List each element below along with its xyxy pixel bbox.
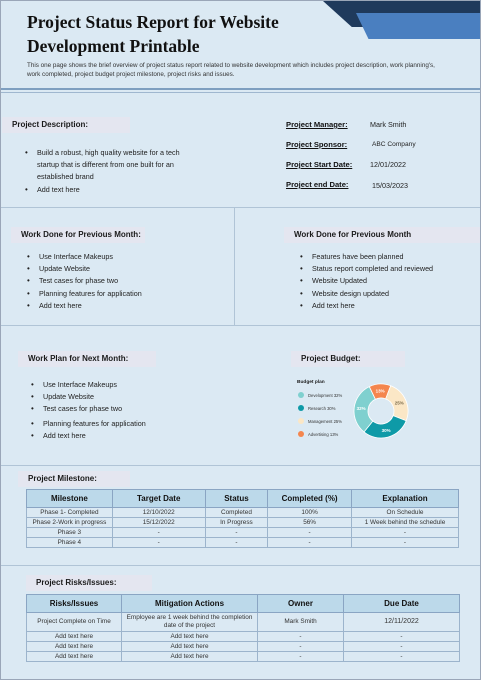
header-decoration-light <box>356 13 481 39</box>
project-manager-label: Project Manager: <box>286 120 348 129</box>
project-description-heading: Project Description: <box>2 117 130 133</box>
legend-label-advertising: Advertising 13% <box>308 432 339 437</box>
legend-label-development: Development 32% <box>308 393 343 398</box>
list-item: • Test cases for phase two <box>29 403 219 415</box>
list-item: • Status report completed and reviewed <box>298 263 478 275</box>
table-cell: - <box>112 528 205 538</box>
table-cell: - <box>258 642 344 652</box>
list-item: • Use Interface Makeups <box>25 251 215 263</box>
table-cell: 1 Week behind the schedule <box>351 518 458 528</box>
donut-label-development: 32% <box>356 406 366 412</box>
table-cell: - <box>344 652 460 662</box>
column-header: Due Date <box>344 595 460 613</box>
list-item: • Website Updated <box>298 275 478 287</box>
column-header: Owner <box>258 595 344 613</box>
list-item: • Features have been planned <box>298 251 478 263</box>
table-cell: Add text here <box>27 632 122 642</box>
legend-swatch-management <box>298 418 304 424</box>
project-milestone-heading: Project Milestone: <box>18 471 130 487</box>
table-header-row <box>27 490 459 508</box>
column-header: Target Date <box>112 490 205 508</box>
page-description: This one page shows the brief overview of project status report related to website development which includes project description, work planning's, work completed, project budget project milestone, project risks and issues. <box>27 62 435 78</box>
work-done-right-list <box>298 251 478 312</box>
table-cell: - <box>205 538 268 548</box>
table-cell: Mark Smith <box>258 613 344 632</box>
table-cell: - <box>205 528 268 538</box>
project-start-date-label: Project Start Date: <box>286 160 353 169</box>
table-cell: 56% <box>268 518 352 528</box>
table-cell: 12/11/2022 <box>344 613 460 632</box>
table-cell: - <box>112 538 205 548</box>
legend-swatch-development <box>298 392 304 398</box>
column-header: Completed (%) <box>268 490 352 508</box>
table-cell: - <box>268 538 352 548</box>
table-cell: Phase 2-Work in progress <box>27 518 113 528</box>
list-item: • Use Interface Makeups <box>29 379 219 391</box>
project-end-date-label: Project end Date: <box>286 180 349 189</box>
page-title: Project Status Report for Website Development Printable <box>27 12 279 56</box>
milestone-table <box>26 489 459 548</box>
section-divider <box>1 465 480 466</box>
column-header: Milestone <box>27 490 113 508</box>
budget-chart <box>291 375 471 445</box>
donut-label-advertising: 13% <box>375 388 385 394</box>
table-cell: In Progress <box>205 518 268 528</box>
table-cell: 12/10/2022 <box>112 508 205 518</box>
list-item: • Add text here <box>298 300 478 312</box>
budget-chart-title: Budget plan <box>297 380 325 385</box>
table-row <box>27 642 460 652</box>
list-item: • Update Website <box>25 263 215 275</box>
table-cell: On Schedule <box>351 508 458 518</box>
section-divider <box>1 207 480 208</box>
work-done-left-list <box>25 251 215 312</box>
project-risks-heading: Project Risks/Issues: <box>26 575 152 591</box>
section-divider <box>1 565 480 566</box>
list-item: • Website design updated <box>298 288 478 300</box>
table-row <box>27 538 459 548</box>
table-cell: - <box>344 632 460 642</box>
work-done-right-heading: Work Done for Previous Month <box>284 227 481 243</box>
table-row <box>27 613 460 632</box>
legend-label-management: Management 25% <box>308 419 342 424</box>
table-cell: Add text here <box>122 642 258 652</box>
legend-label-research: Research 30% <box>308 406 336 411</box>
list-item: • Build a robust, high quality website for a tech startup that is different from one built for an established brand <box>23 147 203 184</box>
table-cell: Project Complete on Time <box>27 613 122 632</box>
legend-swatch-research <box>298 405 304 411</box>
list-item: • Update Website <box>29 391 219 403</box>
table-cell: - <box>268 528 352 538</box>
budget-donut-chart <box>346 376 416 446</box>
column-header: Status <box>205 490 268 508</box>
table-row <box>27 652 460 662</box>
project-description-list <box>23 147 203 196</box>
table-row <box>27 508 459 518</box>
column-header: Risks/Issues <box>27 595 122 613</box>
project-sponsor-label: Project Sponsor: <box>286 140 348 149</box>
list-item: • Planning features for application <box>25 288 215 300</box>
table-cell: 15/12/2022 <box>112 518 205 528</box>
table-cell: Phase 4 <box>27 538 113 548</box>
table-cell: Add text here <box>27 642 122 652</box>
table-cell: Add text here <box>122 652 258 662</box>
section-divider <box>1 325 480 326</box>
project-budget-heading: Project Budget: <box>291 351 405 367</box>
table-cell: Phase 1- Completed <box>27 508 113 518</box>
list-item: • Test cases for phase two <box>25 275 215 287</box>
table-cell: 100% <box>268 508 352 518</box>
list-item: • Add text here <box>25 300 215 312</box>
table-cell: - <box>351 538 458 548</box>
table-cell: - <box>258 632 344 642</box>
list-item: • Planning features for application <box>29 418 219 430</box>
table-row <box>27 518 459 528</box>
legend-swatch-advertising <box>298 431 304 437</box>
risks-table <box>26 594 460 662</box>
project-sponsor-value: ABC Company <box>372 141 416 148</box>
table-cell: Add text here <box>27 652 122 662</box>
donut-label-management: 25% <box>394 400 404 406</box>
table-cell: Employee are 1 week behind the completion date of the project <box>122 613 258 632</box>
column-header: Explanation <box>351 490 458 508</box>
table-cell: - <box>344 642 460 652</box>
column-header: Mitigation Actions <box>122 595 258 613</box>
project-manager-value: Mark Smith <box>370 120 407 129</box>
table-cell: Phase 3 <box>27 528 113 538</box>
table-cell: Add text here <box>122 632 258 642</box>
table-cell: - <box>351 528 458 538</box>
donut-label-research: 30% <box>381 427 391 433</box>
project-start-date-value: 12/01/2022 <box>370 160 406 169</box>
header-divider-thin <box>1 92 480 93</box>
table-row <box>27 632 460 642</box>
table-cell: - <box>258 652 344 662</box>
work-done-left-heading: Work Done for Previous Month: <box>11 227 145 243</box>
header-divider <box>1 88 480 90</box>
table-cell: Completed <box>205 508 268 518</box>
work-plan-list <box>29 379 219 442</box>
project-end-date-value: 15/03/2023 <box>372 181 408 190</box>
table-row <box>27 528 459 538</box>
list-item: • Add text here <box>29 430 219 442</box>
work-plan-heading: Work Plan for Next Month: <box>18 351 156 367</box>
table-header-row <box>27 595 460 613</box>
list-item: • Add text here <box>23 184 203 196</box>
column-divider <box>234 207 235 325</box>
